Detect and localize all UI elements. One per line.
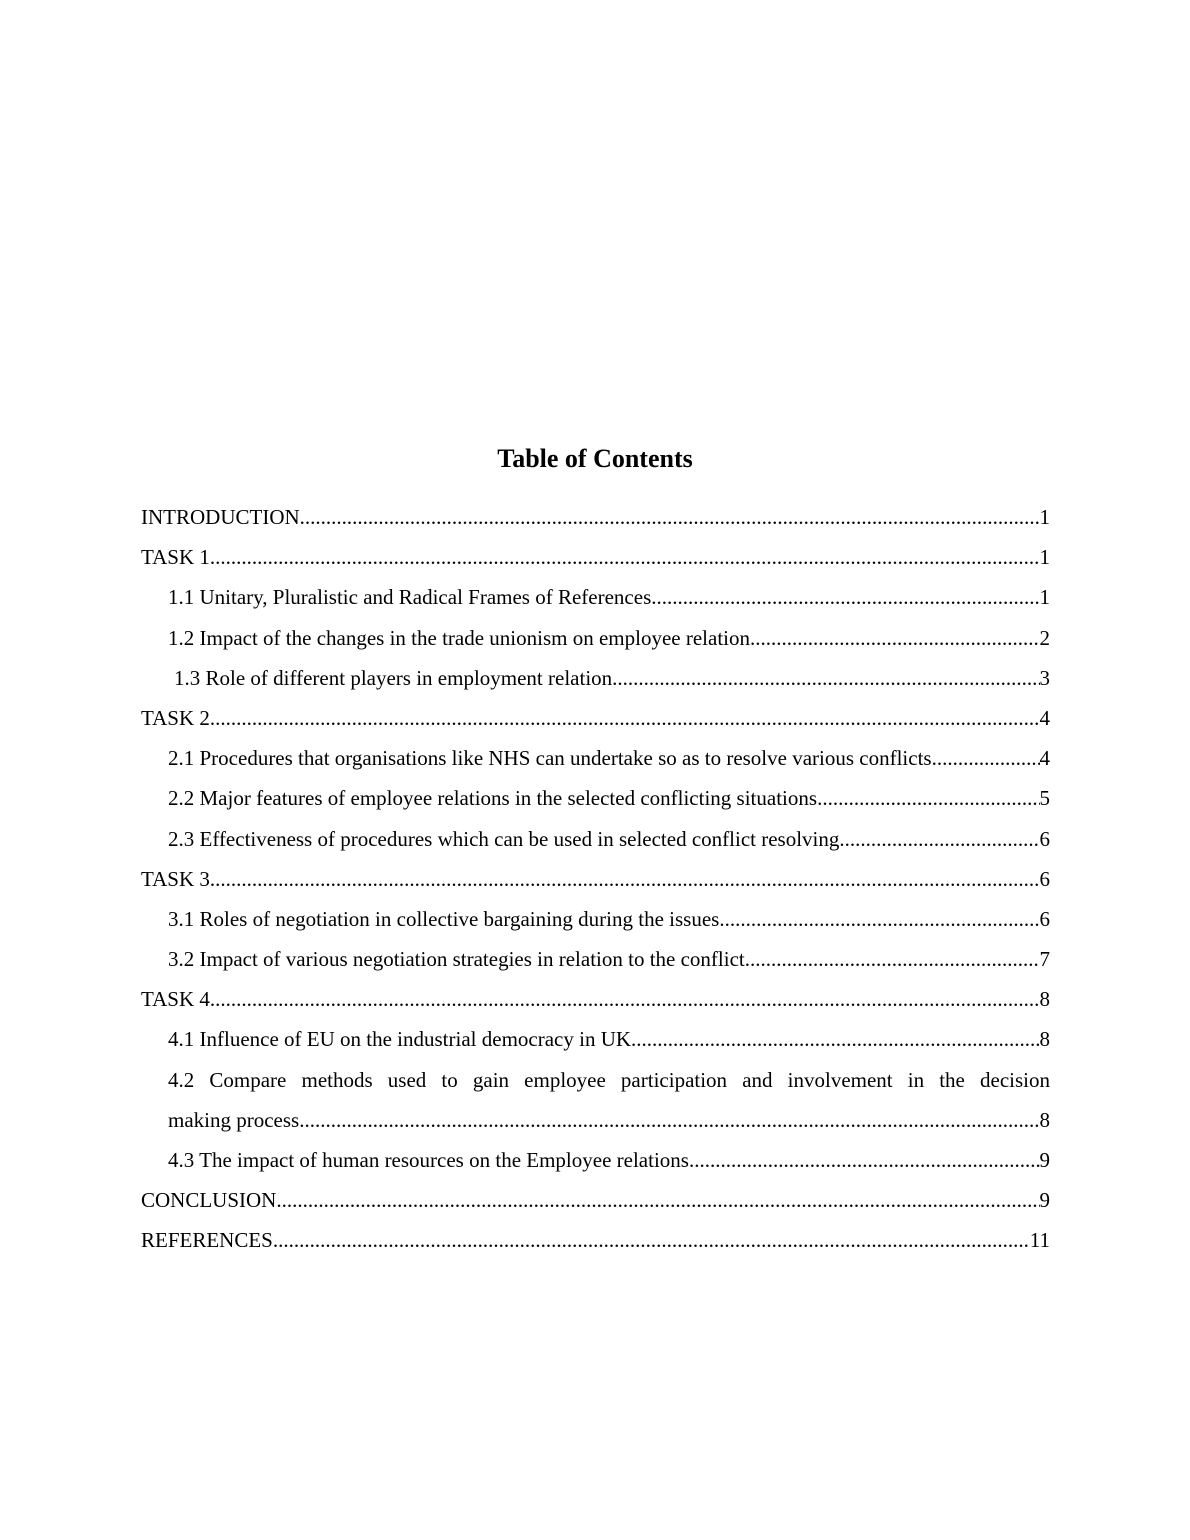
toc-entry-1-3[interactable] bbox=[141, 658, 1050, 698]
toc-entry-4-3[interactable] bbox=[141, 1140, 1050, 1180]
toc-entry-page: 8 bbox=[1039, 987, 1050, 1012]
toc-entry-references[interactable] bbox=[141, 1220, 1050, 1260]
toc-entry-label-line2: making process bbox=[168, 1107, 300, 1132]
toc-entry-page: 2 bbox=[1039, 625, 1050, 650]
toc-leader-dots bbox=[631, 1019, 1039, 1059]
toc-entry-3-1[interactable] bbox=[141, 899, 1050, 939]
toc-leader-dots bbox=[817, 778, 1039, 818]
toc-leader-dots bbox=[719, 899, 1039, 939]
toc-entry-task-1[interactable] bbox=[141, 537, 1050, 577]
toc-leader-dots bbox=[750, 618, 1040, 658]
toc-entry-page: 8 bbox=[1039, 1027, 1050, 1052]
toc-leader-dots bbox=[612, 658, 1039, 698]
toc-entry-page: 6 bbox=[1039, 906, 1050, 931]
toc-entry-task-2[interactable] bbox=[141, 698, 1050, 738]
toc-entry-page: 6 bbox=[1039, 826, 1050, 851]
toc-entry-1-1[interactable] bbox=[141, 577, 1050, 617]
toc-entry-page: 6 bbox=[1039, 866, 1050, 891]
toc-entry-label: INTRODUCTION bbox=[141, 505, 300, 529]
toc-entry-page: 7 bbox=[1039, 947, 1050, 972]
toc-leader-dots bbox=[273, 1220, 1030, 1260]
toc-entry-4-1[interactable] bbox=[141, 1019, 1050, 1059]
toc-entry-label: 2.3 Effectiveness of procedures which can be used in selected conflict resolving bbox=[168, 826, 840, 851]
toc-entry-page: 8 bbox=[1039, 1107, 1050, 1132]
toc-leader-dots bbox=[745, 939, 1040, 979]
toc-title: Table of Contents bbox=[497, 444, 693, 473]
toc-entry-task-3[interactable] bbox=[141, 859, 1050, 899]
toc-leader-dots bbox=[300, 497, 1040, 537]
toc-entry-page: 3 bbox=[1039, 665, 1050, 690]
toc-entry-label: 2.1 Procedures that organisations like NHS can undertake so as to resolve various conflicts.. bbox=[168, 746, 943, 771]
toc-entry-page: 9 bbox=[1039, 1148, 1050, 1172]
toc-leader-dots bbox=[299, 1100, 1039, 1140]
toc-leader-dots bbox=[210, 859, 1040, 899]
toc-entry-label: TASK 4 bbox=[141, 987, 210, 1012]
toc-entry-2-3[interactable] bbox=[141, 819, 1050, 859]
toc-entry-label: TASK 2 bbox=[141, 705, 210, 730]
toc-entry-label: 2.2 Major features of employee relations in the selected conflicting situations bbox=[168, 786, 818, 811]
toc-entry-1-2[interactable] bbox=[141, 618, 1050, 658]
toc-leader-dots bbox=[210, 537, 1040, 577]
toc-leader-dots bbox=[210, 979, 1040, 1019]
toc-entry-task-4[interactable] bbox=[141, 979, 1050, 1019]
toc-leader-dots bbox=[839, 819, 1039, 859]
toc-leader-dots bbox=[276, 1180, 1039, 1220]
toc-entry-page: 9 bbox=[1039, 1188, 1050, 1213]
toc-entry-label: 3.1 Roles of negotiation in collective bargaining during the issues bbox=[168, 906, 720, 931]
toc-entry-label: TASK 1 bbox=[141, 545, 210, 570]
toc-entry-introduction[interactable] bbox=[141, 497, 1050, 537]
toc-entry-label-line1: 4.2 Compare methods used to gain employee participation and involvement in the decision bbox=[168, 1067, 1050, 1092]
toc-entry-page: 1 bbox=[1039, 545, 1050, 570]
toc-entry-page: 5 bbox=[1039, 786, 1050, 811]
toc-leader-dots bbox=[210, 698, 1040, 738]
toc-entry-label: 1.1 Unitary, Pluralistic and Radical Frames of References bbox=[168, 585, 652, 610]
toc-entry-label: 1.3 Role of different players in employment relation bbox=[174, 665, 613, 690]
toc-entry-page: 4 bbox=[1039, 705, 1050, 730]
table-of-contents bbox=[141, 497, 1050, 1261]
toc-entry-label: CONCLUSION bbox=[141, 1188, 277, 1213]
toc-entry-label: TASK 3 bbox=[141, 866, 210, 891]
toc-entry-label: 4.1 Influence of EU on the industrial democracy in UK bbox=[168, 1027, 632, 1052]
toc-entry-page: 4 bbox=[1039, 746, 1050, 771]
toc-entry-2-2[interactable] bbox=[141, 778, 1050, 818]
toc-entry-line2 bbox=[168, 1100, 1050, 1140]
toc-entry-3-2[interactable] bbox=[141, 939, 1050, 979]
toc-entry-page: 1 bbox=[1039, 585, 1050, 610]
toc-leader-dots bbox=[689, 1140, 1040, 1180]
toc-entry-label: 1.2 Impact of the changes in the trade unionism on employee relation bbox=[168, 625, 750, 650]
toc-entry-page: 11 bbox=[1029, 1228, 1050, 1253]
toc-entry-4-2[interactable] bbox=[141, 1060, 1050, 1140]
toc-leader-dots bbox=[942, 738, 1039, 778]
toc-leader-dots bbox=[651, 577, 1039, 617]
toc-entry-conclusion[interactable] bbox=[141, 1180, 1050, 1220]
toc-entry-label: 3.2 Impact of various negotiation strategies in relation to the conflict bbox=[168, 947, 745, 972]
toc-entry-label: REFERENCES bbox=[141, 1228, 273, 1253]
toc-entry-page: 1 bbox=[1039, 505, 1050, 529]
toc-entry-label: 4.3 The impact of human resources on the Employee relations bbox=[168, 1148, 689, 1172]
toc-entry-2-1[interactable] bbox=[141, 738, 1050, 778]
